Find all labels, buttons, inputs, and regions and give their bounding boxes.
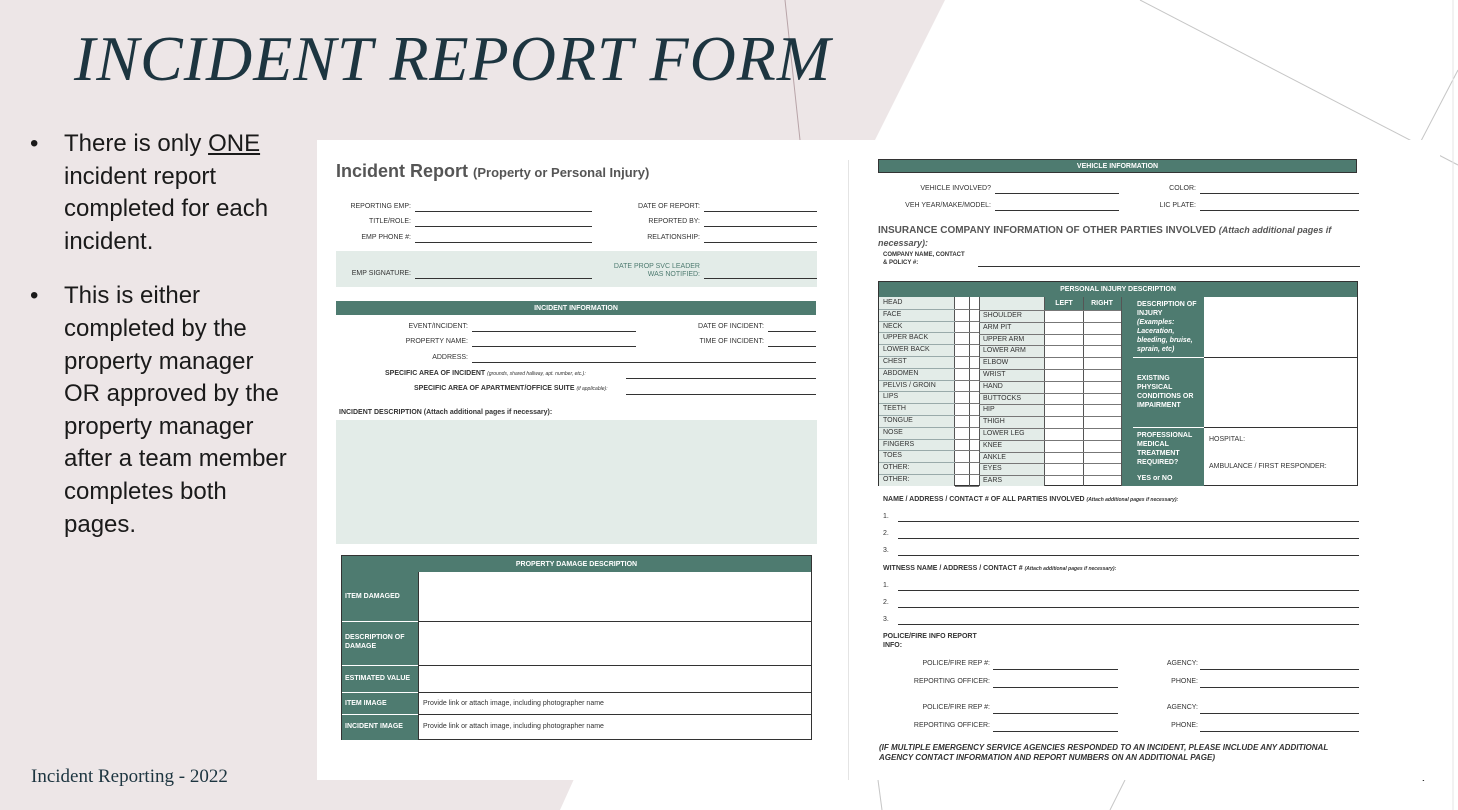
field-label: LIC PLATE: xyxy=(1159,202,1196,209)
body-part-label: HEAD xyxy=(883,299,903,306)
body-part-label: LIPS xyxy=(883,393,899,401)
field-label: VEHICLE INVOLVED? xyxy=(920,185,991,192)
body-part-label: KNEE xyxy=(983,441,1003,449)
field-label: POLICE/FIRE REP #: xyxy=(922,704,990,711)
field-label: INCIDENT DESCRIPTION (Attach additional pages if necessary): xyxy=(339,409,553,416)
body-part-label: UPPER ARM xyxy=(983,335,1025,343)
injury-label: PHYSICAL xyxy=(1137,384,1173,391)
field-label: SPECIFIC AREA OF INCIDENT (grounds, shared hallway, apt. number, etc.): xyxy=(385,370,586,377)
bullet-item: • There is only ONE incident report completed for each incident. xyxy=(30,128,290,258)
field-label: PROPERTY NAME: xyxy=(405,338,468,345)
injury-label: IMPAIRMENT xyxy=(1137,402,1181,409)
field-label: REPORTED BY: xyxy=(648,218,700,225)
form-image xyxy=(317,140,1440,780)
body-part-label: ARM PIT xyxy=(983,323,1012,331)
field-label: EVENT/INCIDENT: xyxy=(408,323,468,330)
body-part-label: BUTTOCKS xyxy=(983,394,1021,402)
bullet-item: • This is either completed by the property manager OR approved by the property manager after a team member completes both pages. xyxy=(30,280,290,541)
body-part-label: OTHER: xyxy=(883,464,910,472)
column-header: RIGHT xyxy=(1091,300,1113,307)
field-label: PHONE: xyxy=(1171,678,1198,685)
injury-hint: bleeding, bruise, xyxy=(1137,337,1193,344)
injury-label: CONDITIONS OR xyxy=(1137,393,1194,400)
list-number: 2. xyxy=(883,530,889,537)
bullet-list xyxy=(30,128,290,563)
body-part-label: FINGERS xyxy=(883,440,915,448)
field-label: EMP PHONE #: xyxy=(361,234,411,241)
table-cell: Provide link or attach image, including photographer name xyxy=(423,700,604,707)
body-part-label: LOWER BACK xyxy=(883,346,930,354)
body-part-label: ANKLE xyxy=(983,453,1006,461)
field-label: NAME / ADDRESS / CONTACT # OF ALL PARTIES INVOLVED (Attach additional pages if necessary): xyxy=(883,496,1179,503)
body-part-label: HIP xyxy=(983,406,995,414)
body-part-label: FACE xyxy=(883,310,902,318)
body-part-label: WRIST xyxy=(983,371,1006,378)
body-part-label: TOES xyxy=(883,452,902,460)
body-part-label: UPPER BACK xyxy=(883,334,929,342)
table-cell: Provide link or attach image, including photographer name xyxy=(423,723,604,730)
body-part-label: NECK xyxy=(883,322,903,330)
body-part-label: CHEST xyxy=(883,358,907,365)
property-damage-table xyxy=(341,555,812,740)
field-label: WAS NOTIFIED: xyxy=(647,271,700,278)
injury-hint: (Examples: xyxy=(1137,319,1175,326)
body-part-label: OTHER: xyxy=(883,476,910,483)
field-label: DATE OF INCIDENT: xyxy=(698,323,764,330)
field-label: HOSPITAL: xyxy=(1209,436,1246,443)
field-label: SPECIFIC AREA OF APARTMENT/OFFICE SUITE (if applicable): xyxy=(414,385,608,392)
field-label: & POLICY #: xyxy=(883,260,919,266)
table-row-label: ITEM DAMAGED xyxy=(345,593,400,600)
list-number: 2. xyxy=(883,599,889,606)
field-label: AGENCY: xyxy=(1166,704,1198,711)
field-label: TIME OF INCIDENT: xyxy=(699,338,764,345)
body-part-label: SHOULDER xyxy=(983,312,1022,319)
incident-description-box[interactable] xyxy=(336,420,817,544)
field-label: ADDRESS: xyxy=(432,354,468,361)
slide-footer: Incident Reporting - 2022 xyxy=(31,766,228,787)
injury-label: DESCRIPTION OF xyxy=(1137,301,1197,308)
body-part-label: LOWER ARM xyxy=(983,347,1026,355)
personal-injury-table xyxy=(878,281,1358,486)
field-label: DATE PROP SVC LEADER xyxy=(613,263,700,270)
body-part-label: ABDOMEN xyxy=(883,369,919,377)
list-number: 1. xyxy=(883,513,889,520)
emphasis-word: ONE xyxy=(208,130,261,157)
injury-label: INJURY xyxy=(1137,310,1163,317)
injury-label: PROFESSIONAL xyxy=(1137,432,1193,439)
table-row-label: ESTIMATED VALUE xyxy=(345,675,411,682)
field-label: POLICE/FIRE REP #: xyxy=(922,660,990,667)
field-label: EMP SIGNATURE: xyxy=(351,270,411,277)
field-label: VEH YEAR/MAKE/MODEL: xyxy=(905,202,991,209)
body-part-label: TEETH xyxy=(883,405,906,413)
field-label: RELATIONSHIP: xyxy=(647,234,700,241)
field-label: TITLE/ROLE: xyxy=(368,218,411,225)
table-header: PERSONAL INJURY DESCRIPTION xyxy=(879,282,1357,297)
table-row-label: DESCRIPTION OF DAMAGE xyxy=(345,634,405,650)
list-number: 3. xyxy=(883,616,889,623)
slide-title: INCIDENT REPORT FORM xyxy=(74,23,832,94)
field-label: COMPANY NAME, CONTACT xyxy=(883,252,965,258)
field-label: PHONE: xyxy=(1171,722,1198,729)
table-header: PROPERTY DAMAGE DESCRIPTION xyxy=(342,556,811,572)
body-part-label: EARS xyxy=(983,477,1003,485)
table-row-label: INCIDENT IMAGE xyxy=(345,723,403,730)
footer-note: AGENCY CONTACT INFORMATION AND REPORT NUMBERS ON AN ADDITIONAL PAGE) xyxy=(879,753,1215,762)
body-part-label: HAND xyxy=(983,382,1003,390)
injury-label: EXISTING xyxy=(1137,375,1170,382)
footer-note: (IF MULTIPLE EMERGENCY SERVICE AGENCIES RESPONDED TO AN INCIDENT, PLEASE INCLUDE ANY ADDITIONAL xyxy=(879,743,1329,752)
field-label: COLOR: xyxy=(1169,185,1196,192)
form-title: Incident Report (Property or Personal Injury) xyxy=(336,161,650,181)
table-row-label: ITEM IMAGE xyxy=(345,700,387,707)
yes-no-label: YES or NO xyxy=(1137,475,1173,482)
insurance-title: INSURANCE COMPANY INFORMATION OF OTHER PARTIES INVOLVED (Attach additional pages if necessary): xyxy=(878,225,1332,248)
body-part-label: NOSE xyxy=(883,428,903,436)
injury-label: MEDICAL xyxy=(1137,441,1169,448)
field-label: INFO: xyxy=(883,642,903,649)
body-part-label: ELBOW xyxy=(983,359,1009,367)
injury-label: TREATMENT xyxy=(1137,450,1180,457)
body-part-label: EYES xyxy=(983,465,1002,473)
list-number: 3. xyxy=(883,547,889,554)
column-header: LEFT xyxy=(1055,300,1073,307)
field-label: REPORTING OFFICER: xyxy=(913,678,990,685)
field-label: REPORTING EMP: xyxy=(350,203,411,210)
injury-label: REQUIRED? xyxy=(1137,459,1179,466)
field-label: AMBULANCE / FIRST RESPONDER: xyxy=(1209,463,1327,470)
field-label: REPORTING OFFICER: xyxy=(913,722,990,729)
injury-hint: sprain, etc) xyxy=(1137,346,1175,353)
section-header: INCIDENT INFORMATION xyxy=(336,301,816,315)
field-label: WITNESS NAME / ADDRESS / CONTACT # (Attach additional pages if necessary): xyxy=(883,565,1117,572)
body-part-label: TONGUE xyxy=(883,417,913,424)
body-part-label: THIGH xyxy=(983,418,1005,426)
field-label: AGENCY: xyxy=(1166,660,1198,667)
list-number: 1. xyxy=(883,582,889,589)
body-part-label: LOWER LEG xyxy=(983,430,1025,437)
field-label: POLICE/FIRE INFO REPORT xyxy=(883,633,977,640)
field-label: DATE OF REPORT: xyxy=(638,203,700,210)
section-header: VEHICLE INFORMATION xyxy=(878,159,1357,173)
injury-hint: Laceration, xyxy=(1137,328,1175,335)
body-part-label: PELVIS / GROIN xyxy=(883,381,936,389)
